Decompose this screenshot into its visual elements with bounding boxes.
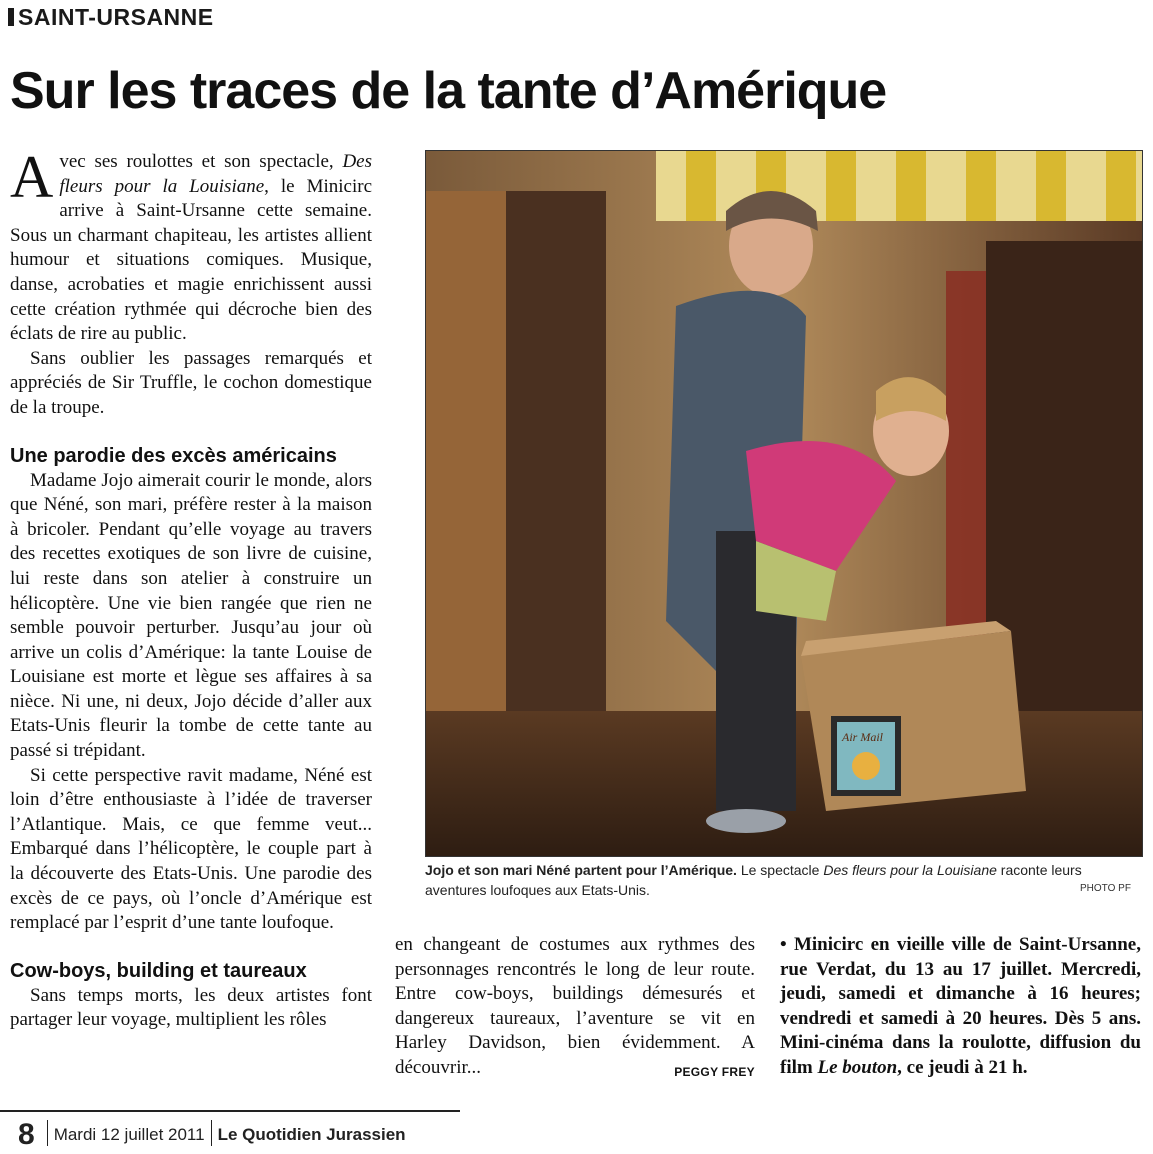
byline: PEGGY FREY	[674, 1064, 755, 1079]
intro-paragraph-2: Sans oublier les passages remarqués et appréciés de Sir Truffle, le cochon domestique de la troupe.	[10, 347, 372, 418]
body-paragraph: en changeant de costumes aux rythmes des personnages rencontrés le long de leur route. Entre cow-boys, buildings démesurés et dangereux taureaux, l’aventure se vit en Harley Davidson, bien évidemment. A découvrir... PEGGY FREY	[395, 933, 755, 1081]
issue-date: Mardi 12 juillet 2011	[53, 1125, 205, 1144]
photo-credit: PHOTO PF	[1080, 883, 1131, 894]
kicker-bar	[8, 8, 14, 26]
footer-separator	[47, 1120, 48, 1146]
kicker	[8, 4, 214, 31]
practical-info: • Minicirc en vieille ville de Saint-Ursanne, rue Verdat, du 13 au 17 juillet. Mercredi, jeudi, samedi et dimanche à 16 heures; vendredi et samedi à 20 heures. Dès 5 ans. Mini-cinéma dans la roulotte, diffusion du film Le bouton, ce jeudi à 21 h.	[780, 934, 1141, 1078]
body-paragraph: Sans temps morts, les deux artistes font partager leur voyage, multiplient les rôles	[10, 984, 372, 1031]
photo-caption: Jojo et son mari Néné partent pour l’Amérique. Le spectacle Des fleurs pour la Louisiane raconte leurs aventures loufoques aux Etats-Unis.	[425, 862, 1082, 898]
parcel-box	[801, 621, 1026, 811]
page-number: 8	[18, 1118, 35, 1151]
subheading-cowboys: Cow-boys, building et taureaux	[10, 959, 307, 982]
caption-lead: Jojo et son mari Néné partent pour l’Amérique.	[425, 862, 737, 878]
column-3-info	[780, 933, 1141, 1081]
stage-photo-illustration	[426, 151, 1142, 856]
footer	[18, 1118, 406, 1152]
kicker-text: SAINT-URSANNE	[18, 4, 214, 30]
footer-separator	[211, 1120, 212, 1146]
intro-paragraph: Avec ses roulottes et son spectacle, Des fleurs pour la Louisiane, le Minicirc arrive à Saint-Ursanne cette semaine. Sous un charmant chapiteau, les artistes allient humour et situations comiques. Musique, danse, acrobaties et magie enrichissent aussi cette création rythmée qui décroche bien des éclats de rire au public.	[10, 144, 373, 345]
body-paragraph: Madame Jojo aimerait courir le monde, alors que Néné, son mari, préfère rester à la maison à bricoler. Pendant qu’elle voyage au travers des recettes exotiques de son livre de cuisine, lui reste dans son atelier à construire un hélicoptère. Une vie bien rangée que rien ne semble pouvoir perturber. Jusqu’au jour où arrive un colis d’Amérique: la tante Louise de Louisiane est morte et lègue ses affaires à sa nièce. Ni une, ni deux, Jojo décide d’aller aux Etats-Unis fleurir la tombe de cette tante au passé si trépidant.	[10, 469, 372, 762]
newspaper-name: Le Quotidien Jurassien	[217, 1125, 406, 1144]
show-title: Des fleurs pour la Louisiane	[59, 151, 372, 197]
headline: Sur les traces de la tante d’Amérique	[10, 62, 887, 120]
column-1	[10, 144, 373, 1033]
caption-show-title: Des fleurs pour la Louisiane	[823, 862, 997, 878]
column-2	[395, 933, 755, 1085]
subheading-parodie: Une parodie des excès américains	[10, 444, 337, 467]
stage-photo	[425, 150, 1143, 857]
body-paragraph: Si cette perspective ravit madame, Néné est loin d’être enthousiaste à l’idée de traverser l’Atlantique. Mais, ce que femme veut... Embarqué dans l’hélicoptère, le couple part à la découverte des Etats-Unis. Une parodie des excès de ce pays, où l’oncle d’Amérique est remplacé par l’esprit d’une tante loufoque.	[10, 764, 372, 934]
footer-rule	[0, 1110, 460, 1112]
drop-cap: A	[10, 144, 54, 210]
box-label: Air Mail	[842, 730, 883, 744]
film-title: Le bouton	[817, 1056, 898, 1078]
